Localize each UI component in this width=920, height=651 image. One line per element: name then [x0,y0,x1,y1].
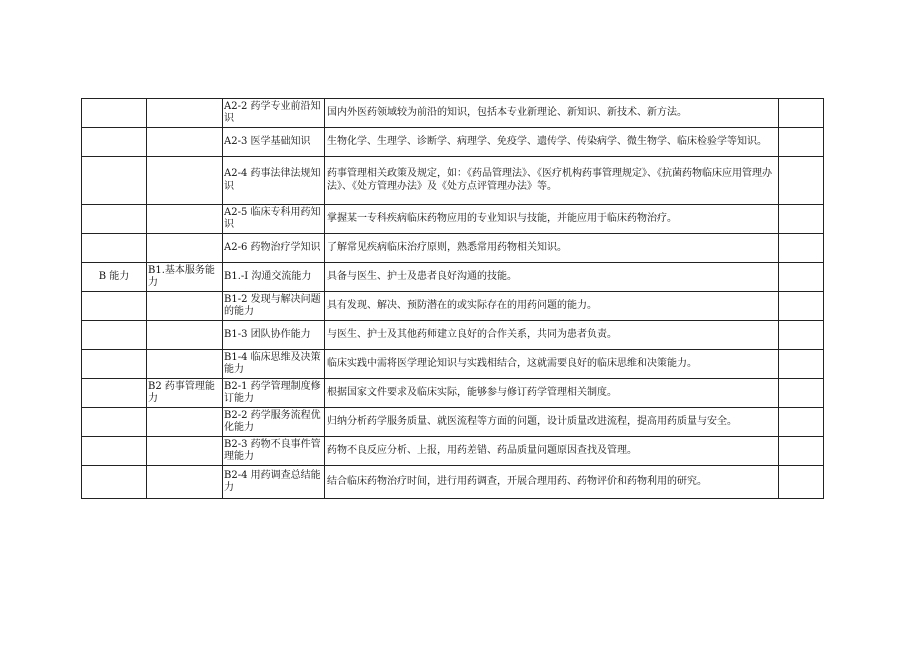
table-row [82,157,824,205]
category-cell [82,157,147,205]
category-cell [82,292,147,321]
table-row [82,99,824,128]
item-cell: A2-2 药学专业前沿知识 [223,99,325,128]
competency-table [81,98,824,499]
item-cell: B1-2 发现与解决问题的能力 [223,292,325,321]
item-cell: B1.-I 沟通交流能力 [223,263,325,292]
description-cell: 归纳分析药学服务质量、就医流程等方面的问题，设计质量改进流程，提高用药质量与安全。 [325,408,779,437]
extra-cell [779,263,824,292]
item-cell: A2-3 医学基础知识 [223,128,325,157]
description-cell: 根据国家文件要求及临床实际，能够参与修订药学管理相关制度。 [325,379,779,408]
subcategory-cell [147,99,223,128]
table-row [82,379,824,408]
table-row [82,292,824,321]
category-cell [82,379,147,408]
item-cell: A2-5 临床专科用药知识 [223,205,325,234]
subcategory-cell: B2 药事管理能力 [147,379,223,408]
item-cell: B1-4 临床思维及决策能力 [223,350,325,379]
item-cell: B2-3 药物不良事件管理能力 [223,437,325,466]
extra-cell [779,205,824,234]
subcategory-cell [147,292,223,321]
extra-cell [779,128,824,157]
description-cell: 结合临床药物治疗时间，进行用药调查，开展合理用药、药物评价和药物利用的研究。 [325,466,779,499]
extra-cell [779,292,824,321]
category-cell [82,128,147,157]
category-cell [82,350,147,379]
extra-cell [779,350,824,379]
extra-cell [779,321,824,350]
subcategory-cell [147,350,223,379]
table-row [82,205,824,234]
category-cell [82,99,147,128]
extra-cell [779,99,824,128]
category-cell [82,234,147,263]
table-row [82,437,824,466]
item-cell: B2-2 药学服务流程优化能力 [223,408,325,437]
description-cell: 具有发现、解决、预防潜在的或实际存在的用药问题的能力。 [325,292,779,321]
extra-cell [779,408,824,437]
category-cell [82,408,147,437]
description-cell: 具备与医生、护士及患者良好沟通的技能。 [325,263,779,292]
extra-cell [779,437,824,466]
item-cell: A2-6 药物治疗学知识 [223,234,325,263]
category-cell: B 能力 [82,263,147,292]
subcategory-cell [147,408,223,437]
subcategory-cell [147,128,223,157]
description-cell: 药物不良反应分析、上报，用药差错、药品质量问题原因查找及管理。 [325,437,779,466]
table-row [82,350,824,379]
subcategory-cell [147,234,223,263]
description-cell: 了解常见疾病临床治疗原则，熟悉常用药物相关知识。 [325,234,779,263]
category-cell [82,321,147,350]
subcategory-cell [147,437,223,466]
subcategory-cell [147,157,223,205]
table-row [82,128,824,157]
item-cell: B2-4 用药调查总结能力 [223,466,325,499]
subcategory-cell [147,205,223,234]
table-row [82,321,824,350]
item-cell: A2-4 药事法律法规知识 [223,157,325,205]
extra-cell [779,466,824,499]
description-cell: 药事管理相关政策及规定，如：《药品管理法》、《医疗机构药事管理规定》、《抗菌药物临床应用管理办法》、《处方管理办法》及《处方点评管理办法》等。 [325,157,779,205]
description-cell: 临床实践中需将医学理论知识与实践相结合，这就需要良好的临床思维和决策能力。 [325,350,779,379]
subcategory-cell [147,466,223,499]
item-cell: B2-1 药学管理制度修订能力 [223,379,325,408]
item-cell: B1-3 团队协作能力 [223,321,325,350]
description-cell: 国内外医药领域较为前沿的知识，包括本专业新理论、新知识、新技术、新方法。 [325,99,779,128]
category-cell [82,466,147,499]
table-row [82,466,824,499]
description-cell: 与医生、护士及其他药师建立良好的合作关系，共同为患者负责。 [325,321,779,350]
category-cell [82,437,147,466]
table-row [82,408,824,437]
extra-cell [779,379,824,408]
description-cell: 生物化学、生理学、诊断学、病理学、免疫学、遗传学、传染病学、微生物学、临床检验学等知识。 [325,128,779,157]
description-cell: 掌握某一专科疾病临床药物应用的专业知识与技能，并能应用于临床药物治疗。 [325,205,779,234]
table-row [82,234,824,263]
extra-cell [779,234,824,263]
category-cell [82,205,147,234]
subcategory-cell [147,321,223,350]
extra-cell [779,157,824,205]
subcategory-cell: B1.基本服务能力 [147,263,223,292]
table-row [82,263,824,292]
